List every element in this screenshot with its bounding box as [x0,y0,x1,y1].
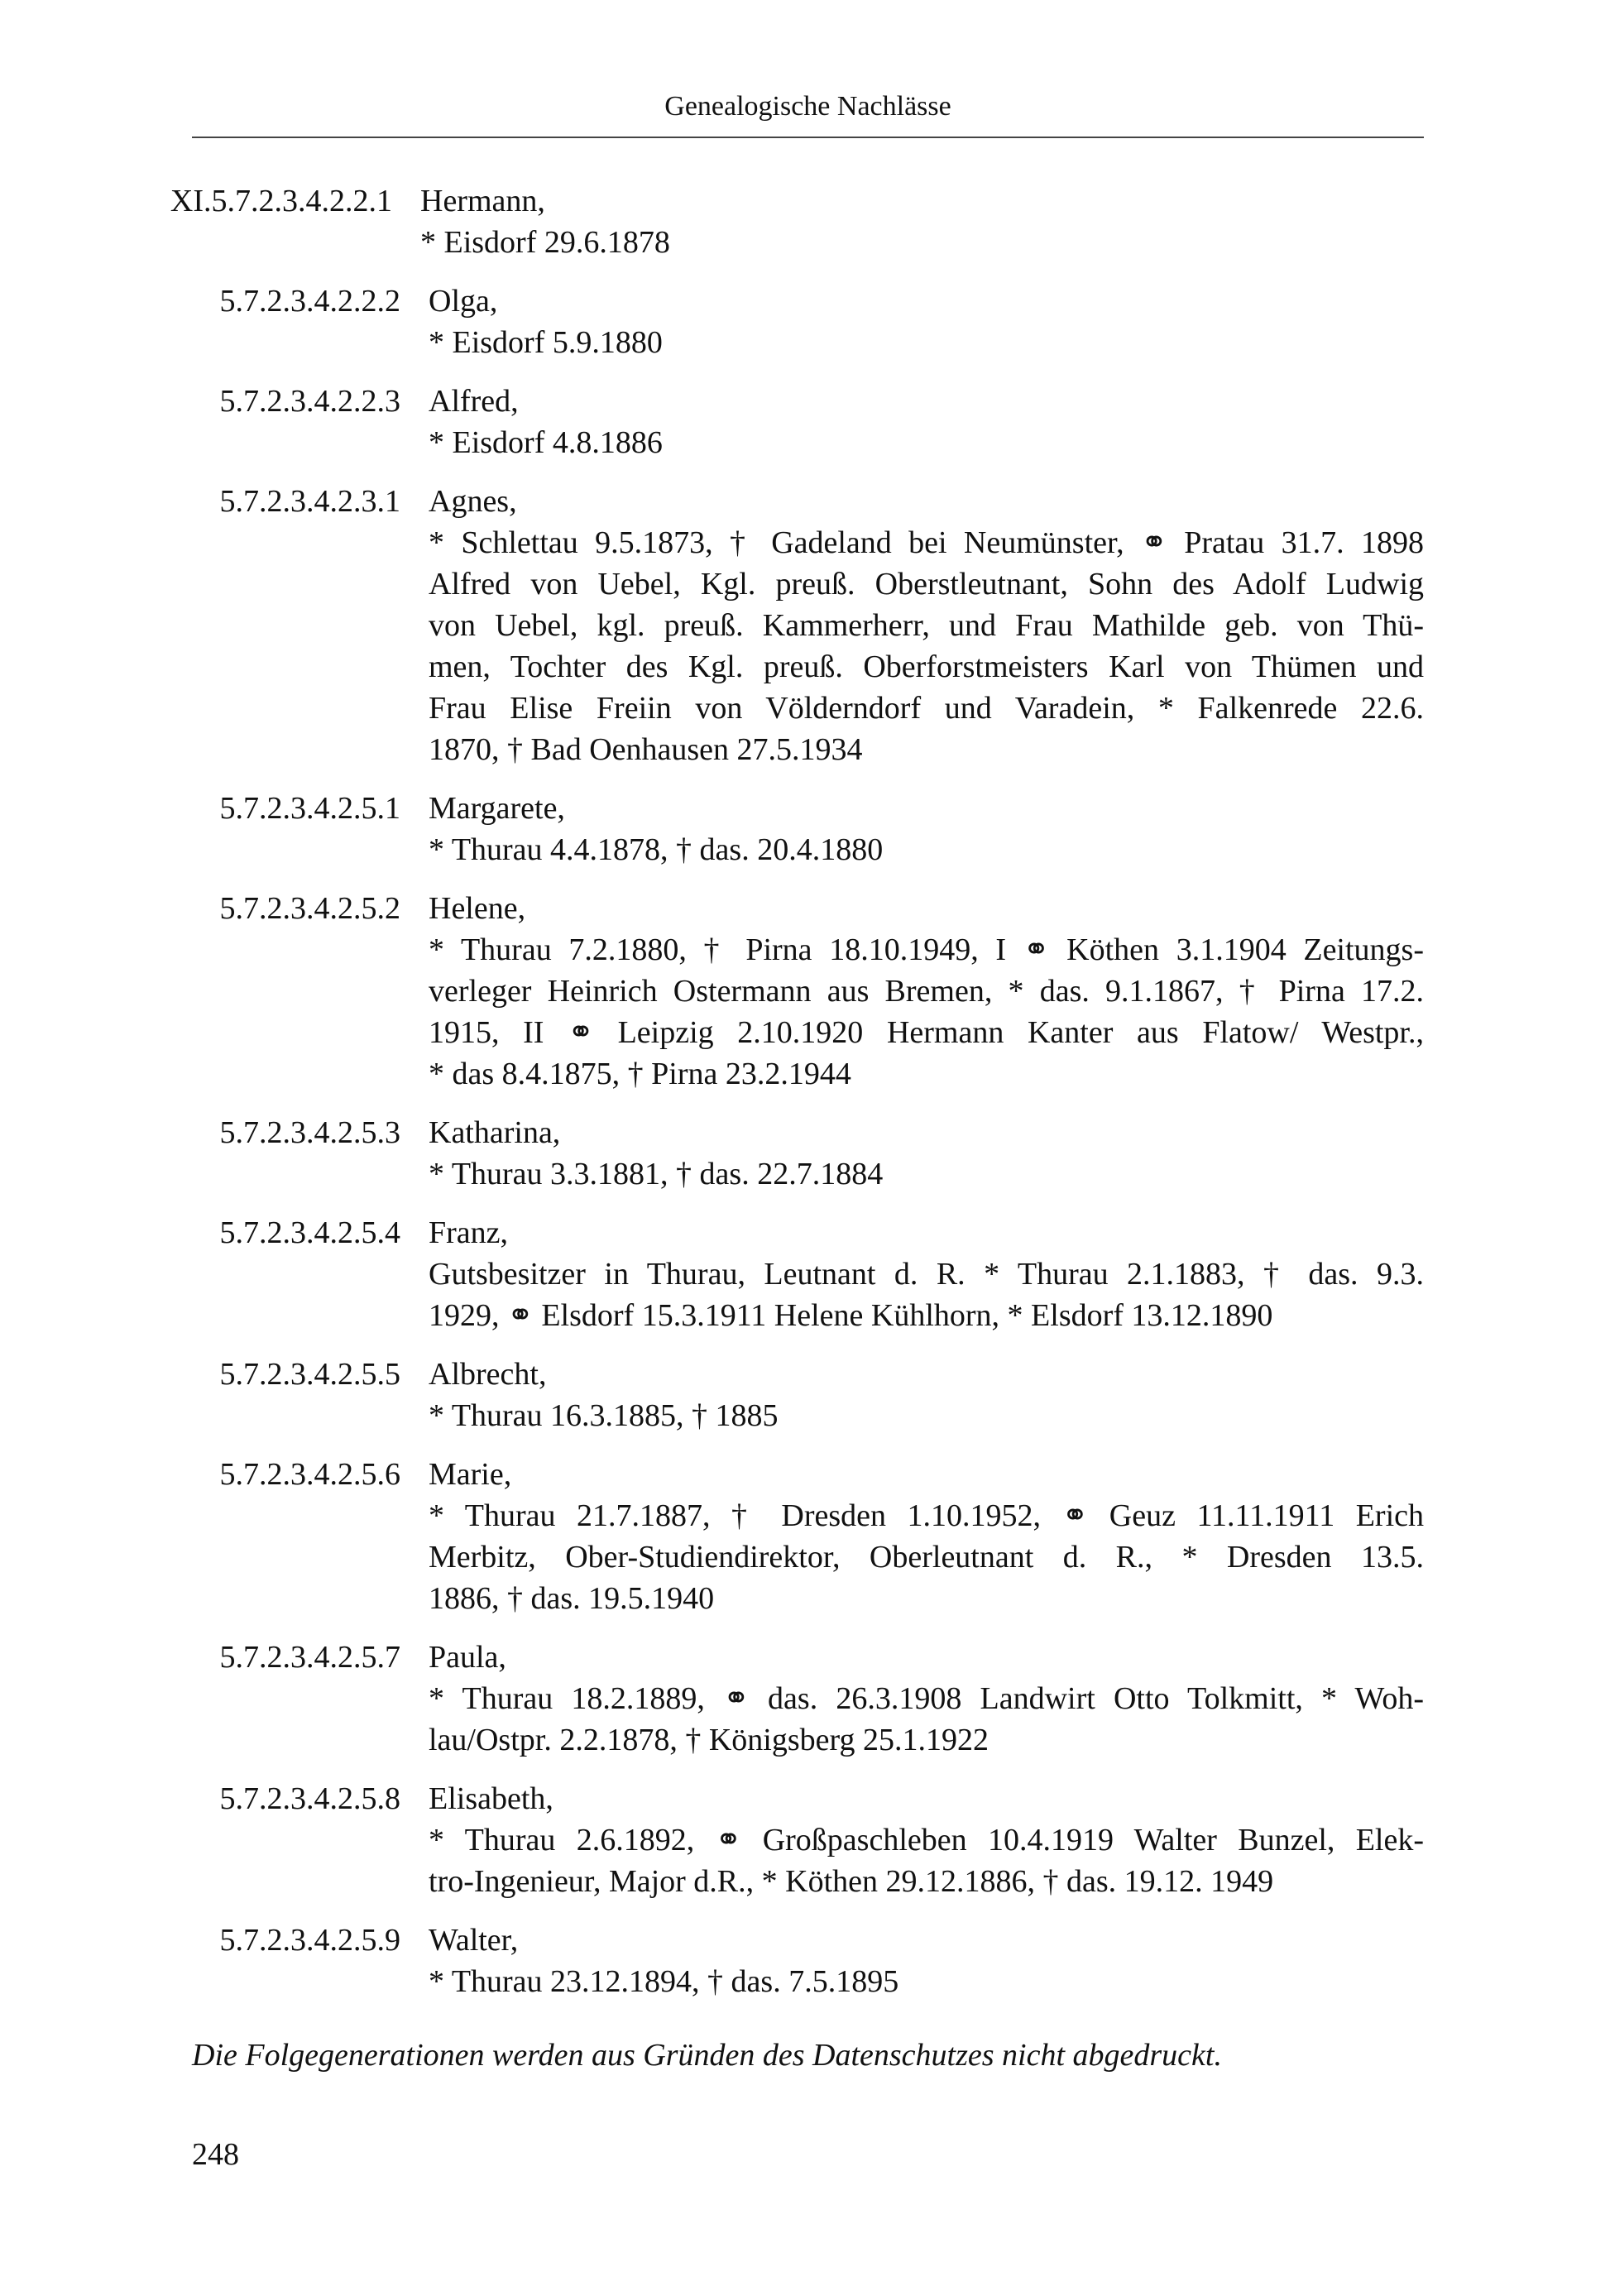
entry-body [429,1112,1424,1195]
entry-body [429,1920,1424,2002]
entry-body [429,1637,1424,1761]
entry-detail-line: * Thurau 16.3.1885, † 1885 [429,1398,779,1433]
person-name: Walter, [429,1923,519,1958]
entry-body [420,180,1424,263]
entry-detail-line: 1886, † das. 19.5.1940 [429,1581,715,1616]
genealogy-entry [165,888,1424,1095]
running-header: Genealogische Nachlässe [664,91,951,122]
genealogy-entry [165,1454,1424,1619]
entry-detail-line: * Eisdorf 29.6.1878 [420,225,670,260]
entry-body [429,1354,1424,1436]
entry-detail-line: Gutsbesitzer in Thurau, Leutnant d. R. * Thurau 2.1.1883, † das. 9.3. [429,1257,1424,1292]
entry-detail-line: men, Tochter des Kgl. preuß. Oberforstmeisters Karl von Thümen und [429,649,1424,684]
entry-number: 5.7.2.3.4.2.2.3 [219,384,400,419]
genealogy-entry [165,180,1424,263]
person-name: Olga, [429,284,498,319]
genealogy-entry [165,1778,1424,1902]
entry-detail-line: Merbitz, Ober-Studiendirektor, Oberleutnant d. R., * Dresden 13.5. [429,1540,1424,1575]
genealogy-entry [165,788,1424,870]
entry-detail-line: * Thurau 21.7.1887, † Dresden 1.10.1952, ⚭ Geuz 11.11.1911 Erich [429,1498,1424,1533]
entry-detail-line: Frau Elise Freiin von Völderndorf und Varadein, * Falkenrede 22.6. [429,691,1424,726]
entry-body [429,280,1424,363]
entry-detail-line: * Eisdorf 4.8.1886 [429,425,663,460]
entry-detail-line: von Uebel, kgl. preuß. Kammerherr, und Frau Mathilde geb. von Thü- [429,608,1424,643]
entry-detail-line: verleger Heinrich Ostermann aus Bremen, * das. 9.1.1867, † Pirna 17.2. [429,974,1424,1009]
entry-body [429,1212,1424,1336]
entry-body [429,888,1424,1095]
genealogy-entry [165,1112,1424,1195]
entry-body [429,1454,1424,1619]
person-name: Franz, [429,1215,509,1250]
entry-body [429,788,1424,870]
entry-detail-line: * Schlettau 9.5.1873, † Gadeland bei Neumünster, ⚭ Pratau 31.7. 1898 [429,525,1424,560]
entry-number: 5.7.2.3.4.2.5.7 [219,1640,400,1675]
genealogy-entry [165,1354,1424,1436]
footnote: Die Folgegenerationen werden aus Gründen des Datenschutzes nicht abgedruckt. [192,2038,1222,2073]
entry-detail-line: * Thurau 2.6.1892, ⚭ Großpaschleben 10.4.1919 Walter Bunzel, Elek- [429,1823,1424,1857]
entry-number: 5.7.2.3.4.2.5.6 [219,1457,400,1492]
person-name: Paula, [429,1640,506,1675]
page-number: 248 [192,2137,239,2172]
entry-body [429,381,1424,463]
entry-detail-line: * Thurau 7.2.1880, † Pirna 18.10.1949, I ⚭ Köthen 3.1.1904 Zeitungs- [429,932,1424,967]
entry-number: 5.7.2.3.4.2.5.2 [219,891,400,926]
entry-number: 5.7.2.3.4.2.2.2 [219,284,400,319]
entry-detail-line: * Thurau 23.12.1894, † das. 7.5.1895 [429,1964,899,1999]
entry-detail-line: * Eisdorf 5.9.1880 [429,325,663,360]
genealogy-entries [165,180,1424,2020]
person-name: Katharina, [429,1115,561,1150]
person-name: Agnes, [429,484,517,519]
genealogy-entry [165,1637,1424,1761]
person-name: Helene, [429,891,526,926]
entry-body [429,1778,1424,1902]
entry-number: 5.7.2.3.4.2.3.1 [219,484,400,519]
entry-detail-line: 1929, ⚭ Elsdorf 15.3.1911 Helene Kühlhorn, * Elsdorf 13.12.1890 [429,1298,1273,1333]
entry-detail-line: 1870, † Bad Oenhausen 27.5.1934 [429,732,863,767]
entry-number: 5.7.2.3.4.2.5.4 [219,1215,400,1250]
genealogy-entry [165,481,1424,770]
genealogy-entry [165,1212,1424,1336]
genealogy-entry [165,280,1424,363]
entry-body [429,481,1424,770]
person-name: Albrecht, [429,1357,547,1392]
person-name: Margarete, [429,791,565,826]
entry-detail-line: * Thurau 3.3.1881, † das. 22.7.1884 [429,1157,884,1191]
entry-detail-line: 1915, II ⚭ Leipzig 2.10.1920 Hermann Kanter aus Flatow/ Westpr., [429,1015,1424,1050]
person-name: Alfred, [429,384,519,419]
person-name: Marie, [429,1457,512,1492]
entry-detail-line: tro-Ingenieur, Major d.R., * Köthen 29.12.1886, † das. 19.12. 1949 [429,1864,1274,1899]
entry-number: 5.7.2.3.4.2.5.8 [219,1781,400,1816]
entry-detail-line: * Thurau 4.4.1878, † das. 20.4.1880 [429,832,884,867]
person-name: Elisabeth, [429,1781,553,1816]
entry-detail-line: lau/Ostpr. 2.2.1878, † Königsberg 25.1.1922 [429,1723,989,1757]
entry-detail-line: * das 8.4.1875, † Pirna 23.2.1944 [429,1057,851,1091]
entry-number: XI.5.7.2.3.4.2.2.1 [170,184,392,218]
entry-detail-line: * Thurau 18.2.1889, ⚭ das. 26.3.1908 Landwirt Otto Tolkmitt, * Woh- [429,1681,1424,1716]
entry-number: 5.7.2.3.4.2.5.3 [219,1115,400,1150]
genealogy-entry [165,1920,1424,2002]
header-rule [192,137,1424,138]
entry-detail-line: Alfred von Uebel, Kgl. preuß. Oberstleutnant, Sohn des Adolf Ludwig [429,567,1424,602]
person-name: Hermann, [420,184,545,218]
entry-number: 5.7.2.3.4.2.5.5 [219,1357,400,1392]
entry-number: 5.7.2.3.4.2.5.9 [219,1923,400,1958]
entry-number: 5.7.2.3.4.2.5.1 [219,791,400,826]
genealogy-entry [165,381,1424,463]
